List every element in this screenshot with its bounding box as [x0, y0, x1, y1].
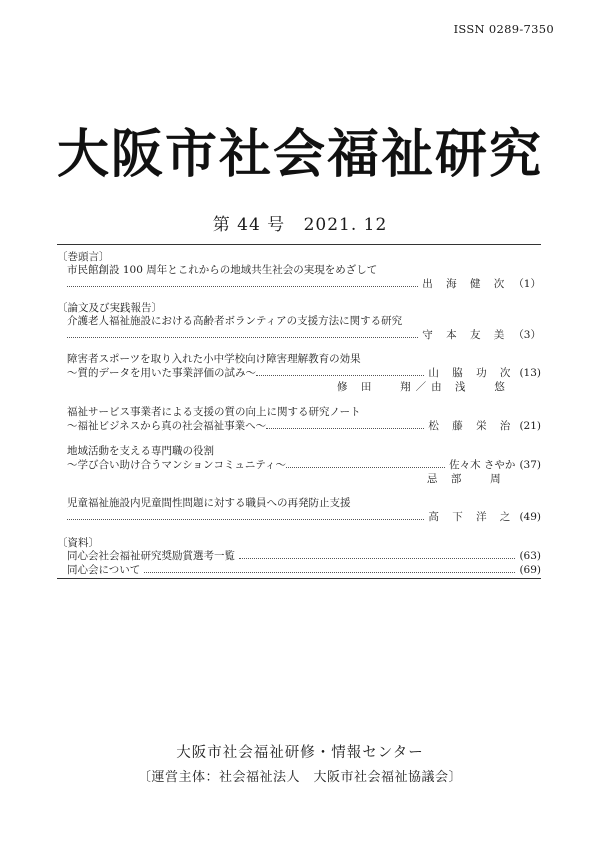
entry-page: (21)	[519, 420, 541, 432]
entry-subtitle: ～学び合い助け合うマンションコミュニティ～	[67, 459, 286, 471]
entry-author: 高 下 洋 之	[428, 511, 516, 523]
entry-page: (49)	[519, 511, 541, 523]
entry-page: (13)	[519, 367, 541, 379]
entry-title: 同心会社会福祉研究奨励賞選考一覧	[67, 550, 235, 562]
entry-page: （3）	[513, 329, 541, 341]
toc-entry[interactable]	[67, 444, 541, 486]
publisher: 大阪市社会福祉研修・情報センター	[176, 745, 424, 761]
entry-page: (63)	[519, 550, 541, 562]
journal-title: 大阪市社会福祉研究	[56, 125, 543, 185]
toc-bottom-rule	[57, 578, 541, 579]
toc-entry[interactable]	[67, 405, 541, 433]
entry-author: 出 海 健 次	[422, 278, 510, 290]
issn: ISSN 0289-7350	[453, 22, 554, 36]
leader-dots	[67, 286, 418, 287]
leader-dots	[286, 467, 445, 468]
entry-title: 同心会について	[67, 564, 141, 576]
entry-title: 児童福祉施設内児童間性問題に対する職員への再発防止支援	[67, 497, 351, 509]
entry-author: 山 脇 功 次	[428, 367, 516, 379]
section-label-foreword: 〔巻頭言〕	[57, 251, 110, 263]
entry-author: 松 藤 栄 治	[428, 420, 516, 432]
entry-title: 市民館創設 100 周年とこれからの地域共生社会の実現をめざして	[67, 264, 378, 276]
section-label-articles: 〔論文及び実践報告〕	[57, 302, 162, 314]
entry-title: 介護老人福祉施設における高齢者ボランティアの支援方法に関する研究	[67, 315, 403, 327]
entry-title: 福祉サービス事業者による支援の質の向上に関する研究ノート	[67, 406, 361, 418]
entry-page: (37)	[519, 459, 541, 471]
entry-coauthors: 忌 部 周	[427, 473, 506, 485]
issue-number: 第 44 号	[212, 215, 286, 235]
entry-page: （1）	[513, 278, 541, 290]
toc-entry[interactable]	[67, 549, 541, 563]
toc-entry[interactable]	[67, 263, 541, 291]
leader-dots	[67, 337, 418, 338]
issue-info	[0, 210, 600, 235]
entry-title: 地域活動を支える専門職の役割	[67, 445, 214, 457]
entry-coauthors: 修 田 翔／由 浅 悠	[337, 381, 510, 393]
entry-author: 守 本 友 美	[422, 329, 510, 341]
section-label-materials: 〔資料〕	[57, 537, 99, 549]
toc-entry[interactable]	[67, 314, 541, 342]
issue-date: 2021. 12	[303, 215, 388, 235]
entry-subtitle: ～福祉ビジネスから真の社会福祉事業へ～	[67, 420, 267, 432]
toc-entry[interactable]	[67, 563, 541, 577]
entry-author: 佐々木 さやか	[449, 459, 516, 471]
toc-entry[interactable]	[67, 352, 541, 394]
operator: 〔運営主体：社会福祉法人 大阪市社会福祉協議会〕	[137, 770, 462, 785]
leader-dots	[67, 519, 424, 520]
entry-title: 障害者スポーツを取り入れた小中学校向け障害理解教育の効果	[67, 353, 361, 365]
leader-dots	[239, 558, 515, 559]
leader-dots	[266, 428, 424, 429]
leader-dots	[144, 572, 515, 573]
entry-subtitle: ～質的データを用いた事業評価の試み～	[67, 367, 256, 379]
leader-dots	[256, 375, 424, 376]
toc-entry[interactable]	[67, 496, 541, 524]
entry-page: (69)	[519, 564, 541, 576]
toc-top-rule	[57, 244, 541, 245]
